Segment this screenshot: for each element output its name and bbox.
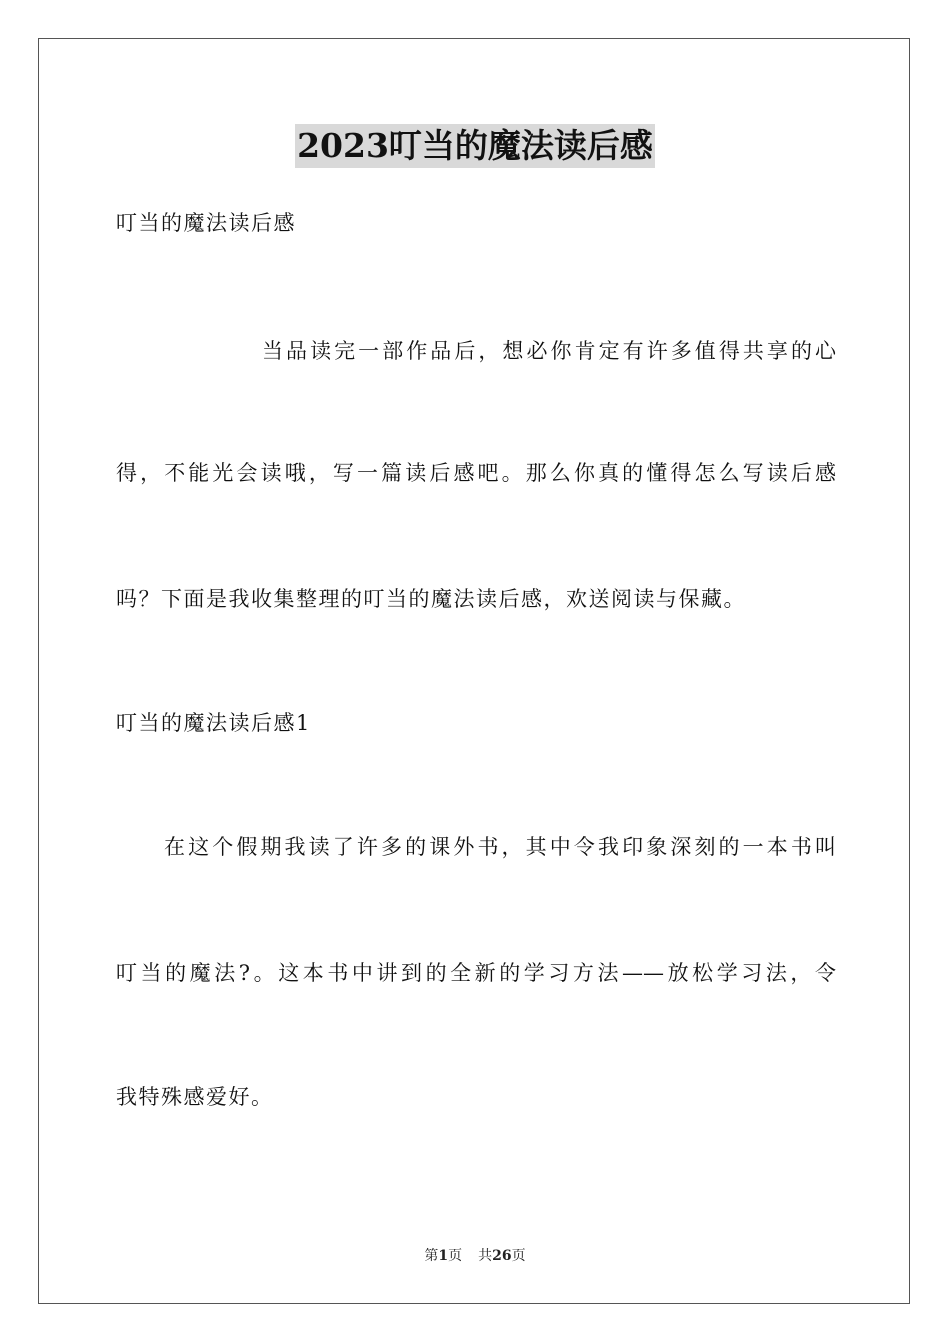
intro-line-2: 得，不能光会读哦，写一篇读后感吧。那么你真的懂得怎么写读后感 xyxy=(116,461,836,485)
footer-total-suffix: 页 xyxy=(511,1248,526,1264)
page-footer xyxy=(0,1246,950,1266)
title-container xyxy=(0,124,950,168)
intro-line-1: 当品读完一部作品后，想必你肯定有许多值得共享的心 xyxy=(262,339,836,363)
footer-page-prefix: 第 xyxy=(424,1248,439,1264)
footer-page-current: 1 xyxy=(438,1248,449,1264)
section-line-1: 在这个假期我读了许多的课外书，其中令我印象深刻的一本书叫 xyxy=(164,835,836,859)
section-line-2: 叮当的魔法?。这本书中讲到的全新的学习方法——放松学习法，令 xyxy=(116,961,836,985)
section-heading: 叮当的魔法读后感1 xyxy=(116,711,311,735)
document-title: 2023叮当的魔法读后感 xyxy=(295,124,655,168)
footer-total-prefix: 共 xyxy=(478,1248,493,1264)
section-line-3: 我特殊感爱好。 xyxy=(116,1085,274,1109)
document-subtitle: 叮当的魔法读后感 xyxy=(116,211,296,235)
intro-line-3: 吗？下面是我收集整理的叮当的魔法读后感，欢送阅读与保藏。 xyxy=(116,587,746,611)
footer-page-mid: 页 xyxy=(448,1248,463,1264)
footer-page-total: 26 xyxy=(492,1248,512,1264)
